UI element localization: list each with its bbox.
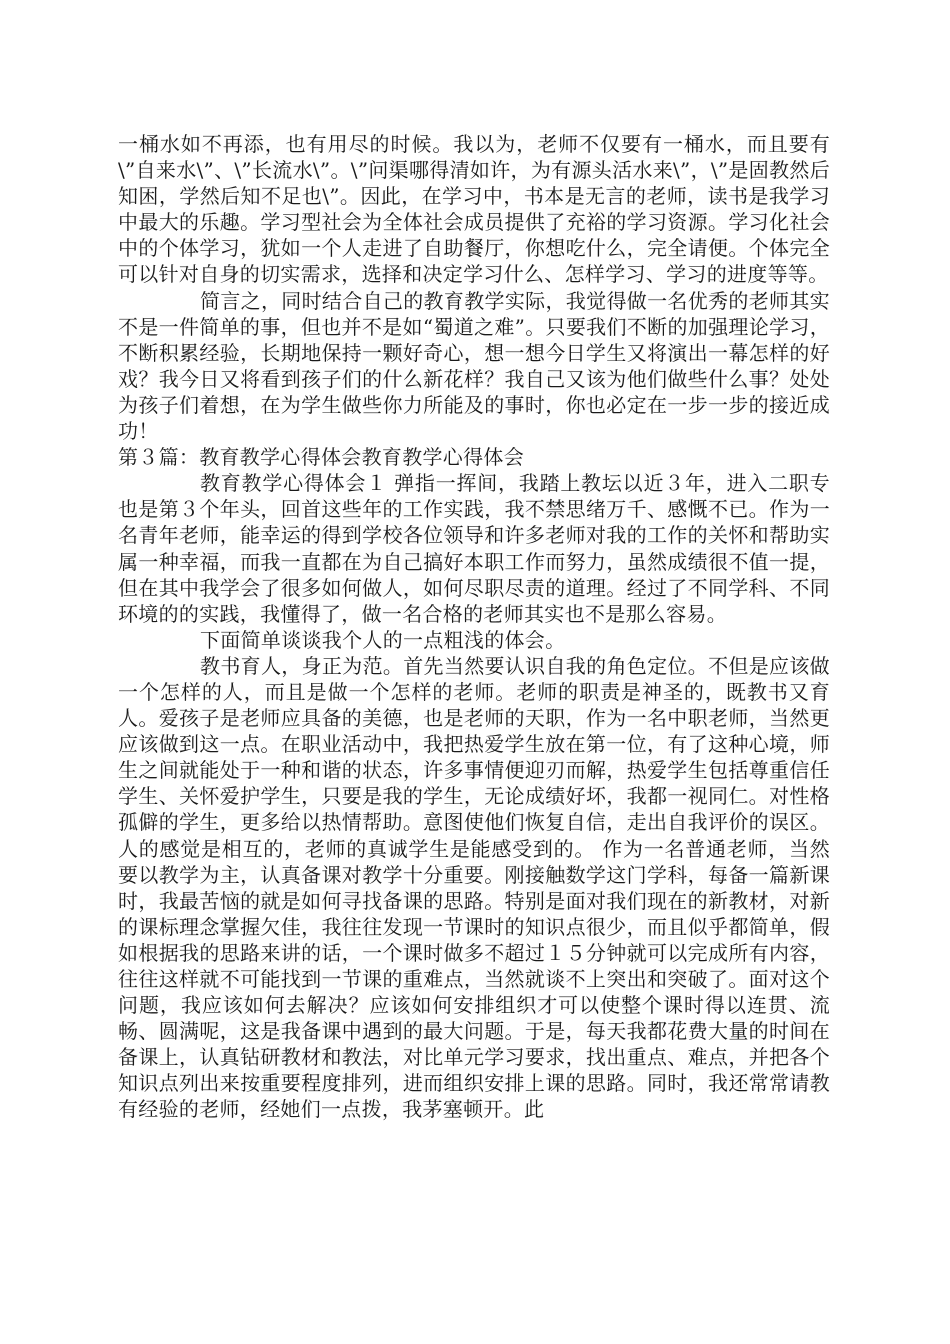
section-heading: 第３篇：教育教学心得体会教育教学心得体会 bbox=[118, 445, 524, 470]
document-body bbox=[118, 131, 830, 1123]
paragraph-5: 教书育人，身正为范。首先当然要认识自我的角色定位。不但是应该做一个怎样的人，而且是做一个怎样的老师。老师的职责是神圣的，既教书又育人。爱孩子是老师应具备的美德，也是老师的天职，作为一名中职老师，当然更应该做到这一点。在职业活动中，我把热爱学生放在第一位，有了这种心境，师生之间就能处于一种和谐的状态，许多事情便迎刃而解，热爱学生包括尊重信任学生、关怀爱护学生，只要是我的学生，无论成绩好坏，我都一视同仁。对性格孤僻的学生，更多给以热情帮助。意图使他们恢复自信，走出自我评价的误区。人的感觉是相互的，老师的真诚学生是能感受到的。 作为一名普通老师，当然要以教学为主，认真备课对教学十分重要。刚接触数学这门学科，每备一篇新课时，我最苦恼的就是如何寻找备课的思路。特别是面对我们现在的新教材，对新的课标理念掌握欠佳，我往往发现一节课时的知识点很少，而且似乎都简单，假如根据我的思路来讲的话，一个课时做多不超过１５分钟就可以完成所有内容，往往这样就不可能找到一节课的重难点，当然就谈不上突出和突破了。面对这个问题，我应该如何去解决？应该如何安排组织才可以使整个课时得以连贯、流畅、圆满呢，这是我备课中遇到的最大问题。于是，每天我都花费大量的时间在备课上，认真钻研教材和教法，对比单元学习要求，找出重点、难点，并把各个知识点列出来按重要程度排列，进而组织安排上课的思路。同时，我还常常请教有经验的老师，经她们一点拨，我茅塞顿开。此 bbox=[118, 653, 830, 1122]
paragraph-4: 下面简单谈谈我个人的一点粗浅的体会。 bbox=[200, 627, 566, 652]
paragraph-1: 一桶水如不再添，也有用尽的时候。我以为，老师不仅要有一桶水，而且要有\”自来水\”、\”长流水\”。\”问渠哪得清如许，为有源头活水来\”，\”是固教然后知困，学然后知不足也\”。因此，在学习中，书本是无言的老师，读书是我学习中最大的乐趣。学习型社会为全体社会成员提供了充裕的学习资源。学习化社会中的个体学习，犹如一个人走进了自助餐厅，你想吃什么，完全请便。个体完全可以针对自身的切实需求，选择和决定学习什么、怎样学习、学习的进度等等。 bbox=[118, 132, 830, 287]
paragraph-3: 教育教学心得体会１ 弹指一挥间，我踏上教坛以近３年，进入二职专也是第３个年头，回首这些年的工作实践，我不禁思绪万千、感慨不已。作为一名青年老师，能幸运的得到学校各位领导和许多老师对我的工作的关怀和帮助实属一种幸福，而我一直都在为自己搞好本职工作而努力，虽然成绩很不值一提，但在其中我学会了很多如何做人，如何尽职尽责的道理。经过了不同学科、不同环境的的实践，我懂得了，做一名合格的老师其实也不是那么容易。 bbox=[118, 471, 830, 626]
paragraph-2: 简言之，同时结合自己的教育教学实际，我觉得做一名优秀的老师其实不是一件简单的事，但也并不是如“蜀道之难”。只要我们不断的加强理论学习，不断积累经验，长期地保持一颗好奇心，想一想今日学生又将演出一幕怎样的好戏？我今日又将看到孩子们的什么新花样？我自己又该为他们做些什么事？处处为孩子们着想，在为学生做些你力所能及的事时，你也必定在一步一步的接近成功！ bbox=[118, 288, 830, 444]
